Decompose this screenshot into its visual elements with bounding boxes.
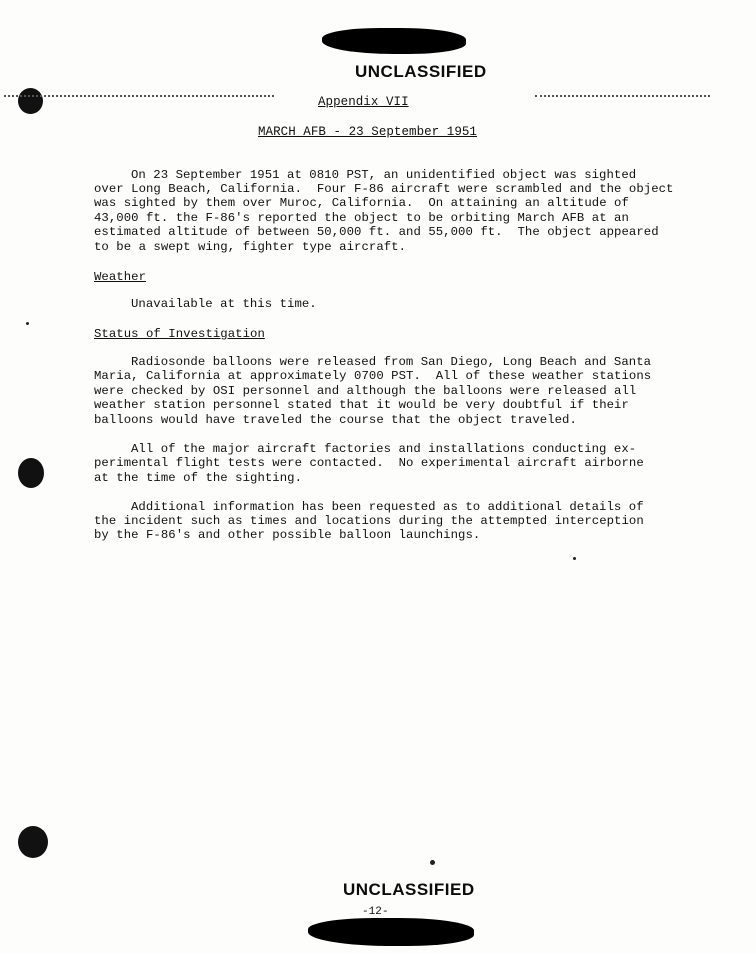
- punch-hole-bottom: [18, 826, 48, 858]
- status-p1-line-5: balloons would have traveled the course that the object traveled.: [94, 413, 577, 427]
- header-rule-left: [4, 95, 274, 97]
- weather-heading: Weather: [94, 270, 147, 284]
- intro-line-4: 43,000 ft. the F-86's reported the object to be orbiting March AFB at an: [94, 211, 629, 225]
- status-heading: Status of Investigation: [94, 327, 265, 341]
- status-p1-line-1: Radiosonde balloons were released from San Diego, Long Beach and Santa: [131, 355, 652, 369]
- status-p1-line-4: weather station personnel stated that it would be very doubtful if their: [94, 398, 629, 412]
- punch-hole-top: [18, 88, 43, 114]
- header-rule-right: [535, 95, 710, 97]
- status-p2-line-2: perimental flight tests were contacted. No experimental aircraft airborne: [94, 456, 644, 470]
- weather-text: Unavailable at this time.: [131, 297, 317, 311]
- redaction-bottom: [308, 918, 474, 946]
- status-p2-line-1: All of the major aircraft factories and installations conducting ex-: [131, 442, 637, 456]
- redaction-top: [322, 28, 466, 54]
- intro-line-2: over Long Beach, California. Four F-86 aircraft were scrambled and the object: [94, 182, 674, 196]
- status-p1-line-2: Maria, California at approximately 0700 PST. All of these weather stations: [94, 369, 652, 383]
- intro-line-6: to be a swept wing, fighter type aircraft.: [94, 240, 407, 254]
- status-p2-line-3: at the time of the sighting.: [94, 471, 303, 485]
- punch-hole-middle: [18, 458, 44, 488]
- scan-speck: [26, 322, 29, 325]
- intro-line-3: was sighted by them over Muroc, California. On attaining an altitude of: [94, 196, 629, 210]
- page-number: -12-: [362, 906, 389, 918]
- classification-bottom: UNCLASSIFIED: [343, 880, 475, 899]
- status-p3-line-2: the incident such as times and locations during the attempted interception: [94, 514, 644, 528]
- classification-top: UNCLASSIFIED: [355, 62, 487, 81]
- intro-line-1: On 23 September 1951 at 0810 PST, an unidentified object was sighted: [131, 168, 637, 182]
- scan-speck: [573, 557, 576, 560]
- scan-speck: [430, 860, 435, 865]
- document-title: MARCH AFB - 23 September 1951: [258, 125, 477, 139]
- status-p3-line-1: Additional information has been requested as to additional details of: [131, 500, 644, 514]
- intro-line-5: estimated altitude of between 50,000 ft. and 55,000 ft. The object appeared: [94, 225, 659, 239]
- appendix-label: Appendix VII: [318, 95, 409, 109]
- status-p1-line-3: were checked by OSI personnel and although the balloons were released all: [94, 384, 637, 398]
- status-p3-line-3: by the F-86's and other possible balloon launchings.: [94, 528, 481, 542]
